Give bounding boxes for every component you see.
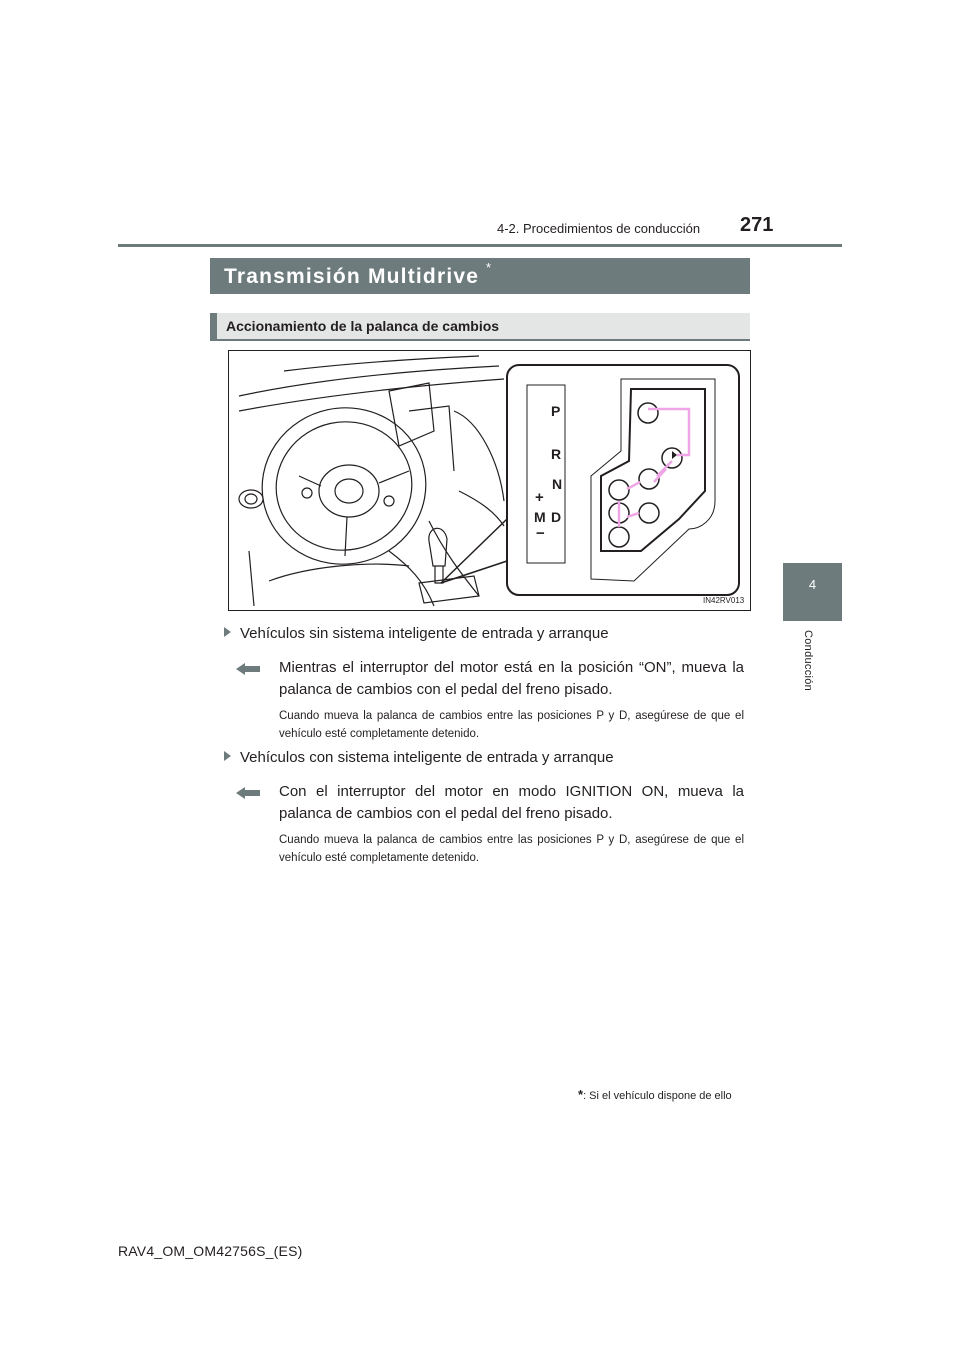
shift-label-m: M <box>534 509 546 525</box>
condition-bullet <box>224 625 609 642</box>
procedure-note: Cuando mueva la palanca de cambios entre las posiciones P y D, asegúrese de que el vehículo esté completamente detenido. <box>279 834 744 864</box>
procedure-paragraph: Con el interruptor del motor en modo IGNITION ON, mueva la palanca de cambios con el pedal del freno pisado. <box>279 783 744 822</box>
section-heading-accent <box>210 313 217 339</box>
shift-lever-illustration <box>228 350 751 611</box>
condition-text: Vehículos sin sistema inteligente de entrada y arranque <box>240 625 609 642</box>
document-id: RAV4_OM_OM42756S_(ES) <box>118 1243 303 1259</box>
condition-bullet <box>224 749 614 766</box>
footnote-text: : Si el vehículo dispone de ello <box>583 1090 732 1102</box>
figure-code: IN42RV013 <box>703 596 745 605</box>
footnote <box>578 1087 732 1102</box>
page-title-bar <box>210 258 750 294</box>
procedure-arrow-icon <box>236 663 260 675</box>
shift-label-d: D <box>551 509 562 525</box>
cockpit-drawing <box>229 351 750 610</box>
section-heading: Accionamiento de la palanca de cambios <box>226 318 500 334</box>
shift-label-r: R <box>551 446 562 462</box>
triangle-bullet-icon <box>224 627 231 637</box>
procedure-note: Cuando mueva la palanca de cambios entre las posiciones P y D, asegúrese de que el vehículo esté completamente detenido. <box>279 710 744 740</box>
procedure-paragraph: Mientras el interruptor del motor está en la posición “ON”, mueva la palanca de cambios con el pedal del freno pisado. <box>279 659 744 698</box>
condition-text: Vehículos con sistema inteligente de entrada y arranque <box>240 749 614 766</box>
chapter-tab <box>783 563 842 621</box>
triangle-bullet-icon <box>224 751 231 761</box>
title-footnote-marker: * <box>486 260 492 275</box>
shift-label-minus: − <box>536 525 545 542</box>
page-title: Transmisión Multidrive <box>224 265 480 288</box>
section-heading-bar <box>210 313 750 341</box>
header-rule <box>118 244 842 247</box>
chapter-number: 4 <box>808 577 817 592</box>
shift-label-p: P <box>551 403 561 419</box>
header-section-title: 4-2. Procedimientos de conducción <box>497 221 701 236</box>
shift-label-plus: + <box>535 489 544 506</box>
footnote-marker: * <box>578 1087 584 1102</box>
procedure-arrow-icon <box>236 787 260 799</box>
page-number: 271 <box>740 214 774 236</box>
shift-label-n: N <box>552 476 563 492</box>
chapter-label: Conducción <box>802 630 814 692</box>
